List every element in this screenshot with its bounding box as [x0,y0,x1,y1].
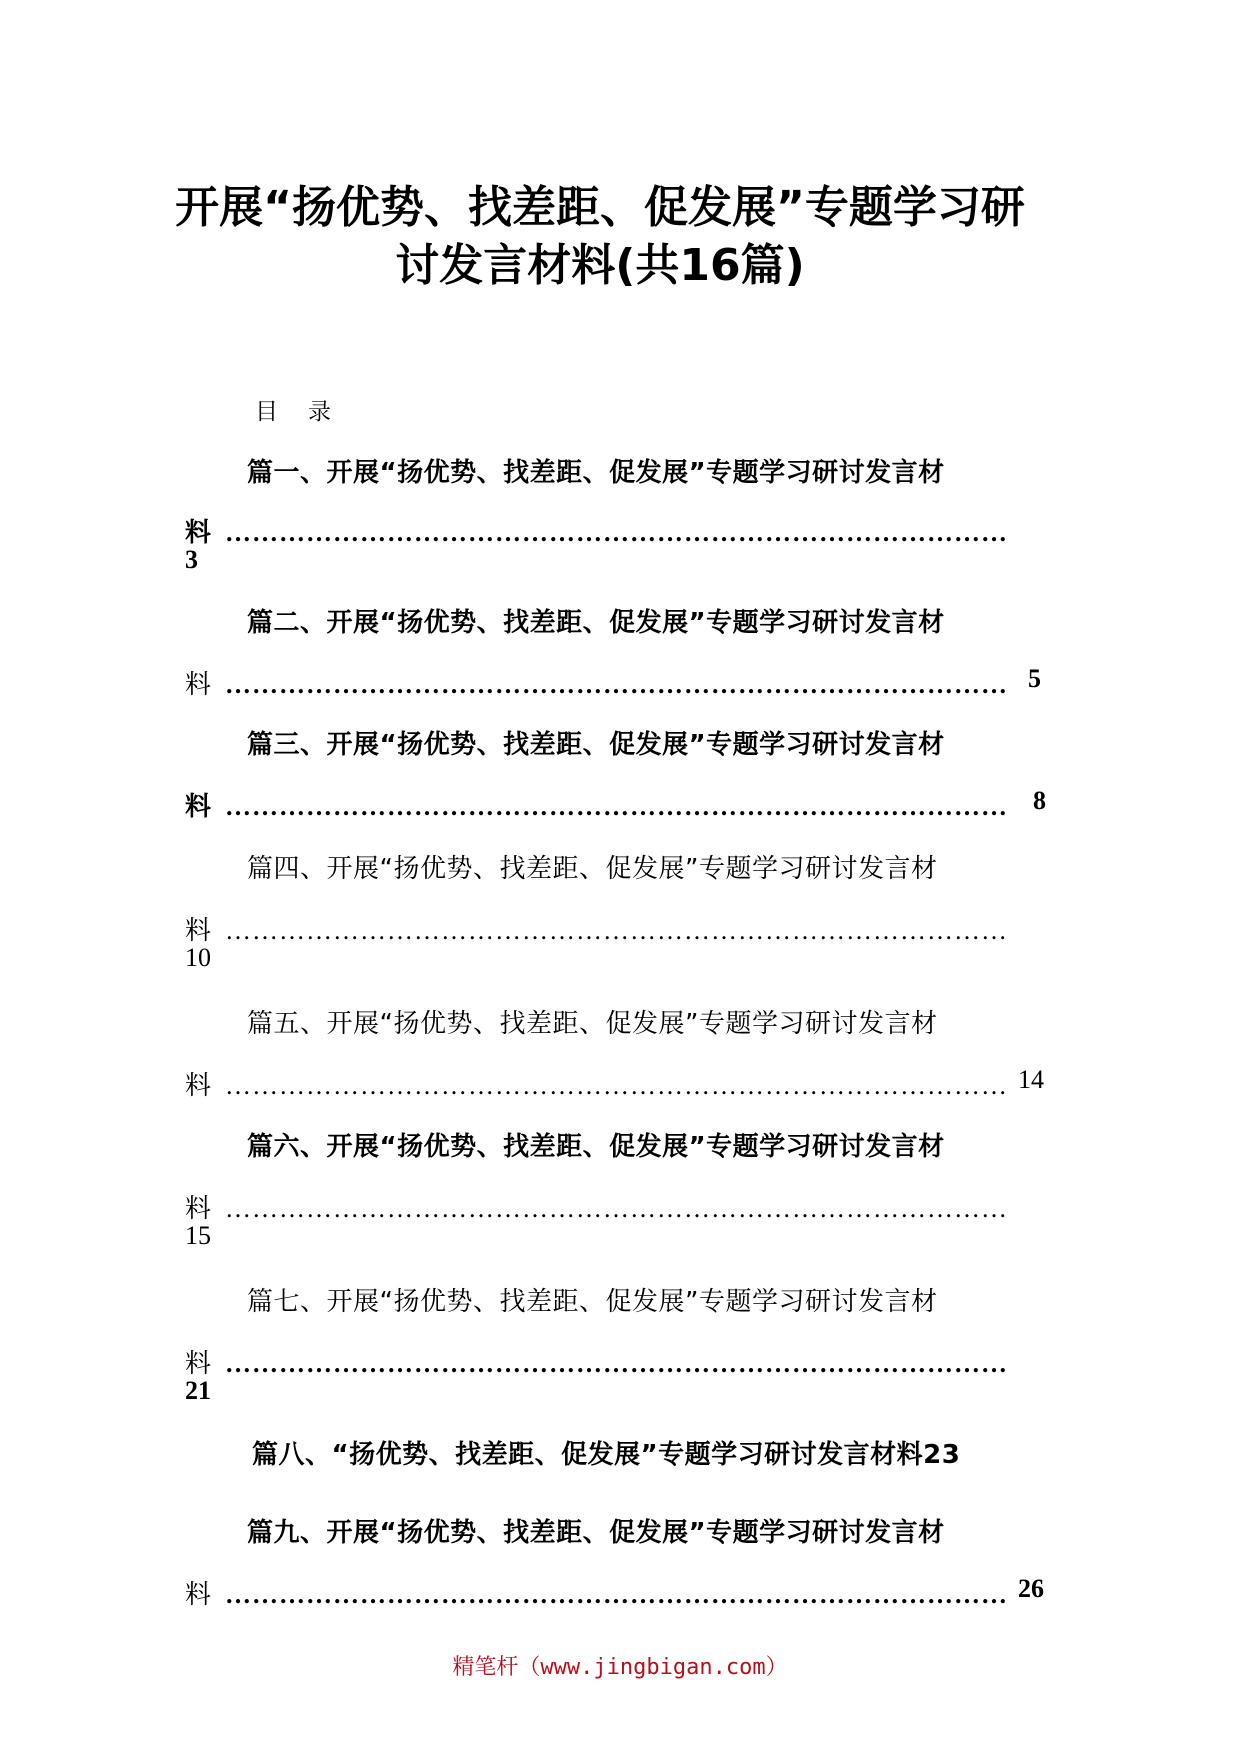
toc-entry-2-cont: 料 [185,670,212,700]
toc-entry-6-cont: 料 [185,1194,212,1224]
toc-entry-5-leader [185,1065,1055,1102]
toc-entry-5-page: 14 [1018,1065,1044,1094]
toc-entry-2-dots: …………………………………………………………………………… [225,670,1008,699]
toc-entry-7-leader [185,1343,1055,1380]
toc-entry-9-dots: …………………………………………………………………………… [225,1580,1008,1609]
toc-heading: 目录 [255,399,361,425]
toc-entry-6-title[interactable]: 篇六、开展“扬优势、找差距、促发展”专题学习研讨发言材 [247,1132,945,1162]
toc-entry-5-title[interactable]: 篇五、开展“扬优势、找差距、促发展”专题学习研讨发言材 [247,1009,938,1039]
toc-entry-1-page: 3 [185,545,198,574]
toc-entry-3-cont: 料 [185,792,212,822]
toc-entry-7-dots: …………………………………………………………………………… [225,1349,1008,1378]
toc-entry-7-cont: 料 [185,1349,212,1379]
toc-entry-3-dots: …………………………………………………………………………… [225,792,1008,821]
toc-entry-4-cont: 料 [185,916,212,946]
toc-entry-5-dots: …………………………………………………………………………… [225,1071,1008,1100]
toc-entry-1-leader [185,512,1055,549]
document-title-line1: 开展“扬优势、找差距、促发展”专题学习研 [175,182,1025,233]
toc-entry-7-page: 21 [185,1376,211,1405]
toc-entry-8-title[interactable]: 篇八、“扬优势、找差距、促发展”专题学习研讨发言材料23 [252,1440,961,1470]
toc-entry-1-cont: 料 [185,518,212,548]
toc-entry-2-title[interactable]: 篇二、开展“扬优势、找差距、促发展”专题学习研讨发言材 [247,608,945,638]
toc-entry-3-leader [185,786,1055,823]
toc-entry-6-leader [185,1188,1055,1225]
toc-entry-5-cont: 料 [185,1071,212,1101]
toc-entry-9-cont: 料 [185,1580,212,1610]
toc-entry-6-page: 15 [185,1221,211,1250]
toc-entry-9-leader [185,1574,1055,1611]
footer-watermark[interactable]: 精笔杆（www.jingbigan.com） [452,1655,788,1680]
toc-entry-4-dots: …………………………………………………………………………… [225,916,1008,945]
toc-entry-7-title[interactable]: 篇七、开展“扬优势、找差距、促发展”专题学习研讨发言材 [247,1287,938,1317]
toc-entry-9-title[interactable]: 篇九、开展“扬优势、找差距、促发展”专题学习研讨发言材 [247,1518,945,1548]
toc-entry-9-page: 26 [1018,1574,1044,1603]
toc-entry-4-leader [185,910,1055,947]
toc-entry-2-leader [185,664,1055,701]
toc-entry-3-title[interactable]: 篇三、开展“扬优势、找差距、促发展”专题学习研讨发言材 [247,730,945,760]
toc-entry-6-dots: …………………………………………………………………………… [225,1194,1008,1223]
toc-entry-4-page: 10 [185,943,211,972]
document-title-line2: 讨发言材料(共16篇) [395,240,805,291]
toc-entry-1-dots: …………………………………………………………………………… [225,518,1008,547]
toc-entry-3-page: 8 [1033,786,1046,815]
toc-entry-1-title[interactable]: 篇一、开展“扬优势、找差距、促发展”专题学习研讨发言材 [247,458,945,488]
toc-entry-4-title[interactable]: 篇四、开展“扬优势、找差距、促发展”专题学习研讨发言材 [247,854,938,884]
toc-entry-2-page: 5 [1028,664,1041,693]
